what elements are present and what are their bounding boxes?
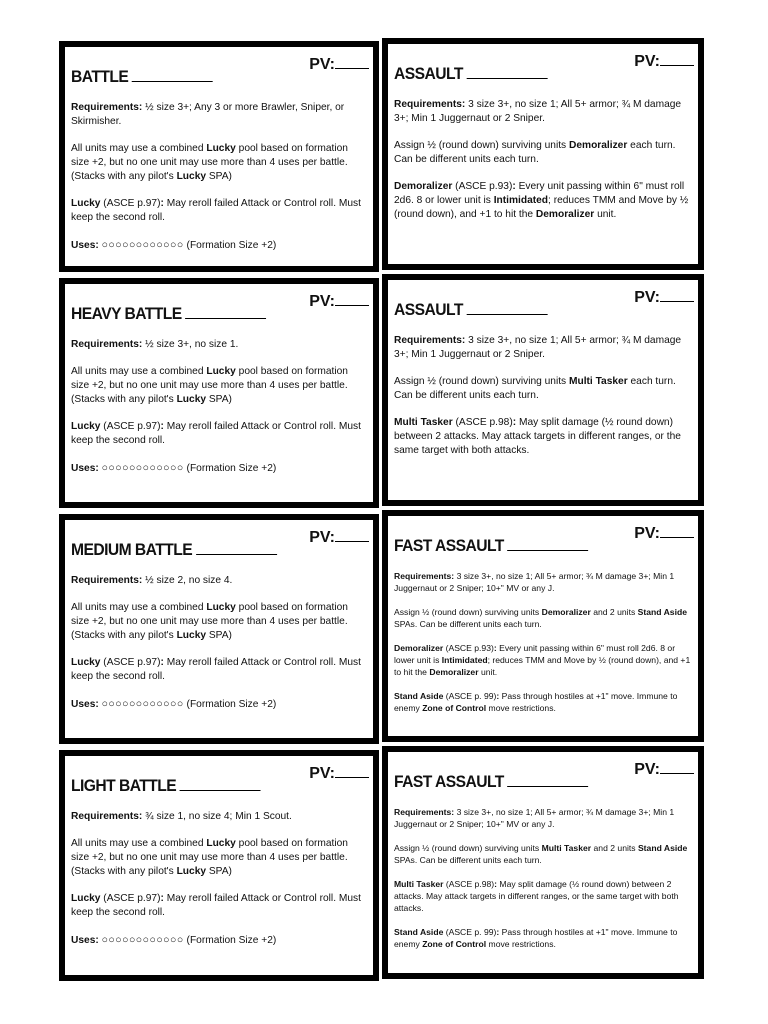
pv-field[interactable]: PV: bbox=[634, 760, 694, 779]
assign-text: Assign ½ (round down) surviving units Demoralizer each turn. Can be different units each turn. bbox=[394, 140, 676, 165]
stand-aside-rule-text: Stand Aside (ASCE p. 99): Pass through hostiles at +1" move. Immune to enemy Zone of Control move restrictions. bbox=[394, 927, 678, 949]
requirements-text: Requirements: 3 size 3+, no size 1; All 5+ armor; ¾ M damage 3+; Min 1 Juggernaut or 2 Sniper; 10+" MV or any J. bbox=[394, 571, 675, 593]
uses-tracker[interactable]: Uses: ○○○○○○○○○○○○ (Formation Size +2) bbox=[71, 462, 277, 474]
card-body bbox=[394, 806, 692, 962]
card-body bbox=[394, 98, 692, 235]
pv-field[interactable]: PV: bbox=[634, 524, 694, 543]
card-title: FAST ASSAULT bbox=[394, 772, 588, 792]
card-title: FAST ASSAULT bbox=[394, 536, 588, 556]
assign-text: Assign ½ (round down) surviving units Multi Tasker each turn. Can be different units each turn. bbox=[394, 376, 676, 401]
card-body bbox=[71, 101, 367, 266]
stand-aside-rule-text: Stand Aside (ASCE p. 99): Pass through hostiles at +1" move. Immune to enemy Zone of Control move restrictions. bbox=[394, 691, 678, 713]
lucky-rule-text: Lucky (ASCE p.97): May reroll failed Attack or Control roll. Must keep the second roll. bbox=[71, 657, 361, 682]
pv-field[interactable]: PV: bbox=[309, 55, 369, 74]
lucky-rule-text: Lucky (ASCE p.97): May reroll failed Attack or Control roll. Must keep the second roll. bbox=[71, 893, 361, 918]
uses-circles: ○○○○○○○○○○○○ bbox=[101, 462, 184, 474]
multi-tasker-rule-text: Multi Tasker (ASCE p.98): May split damage (½ round down) between 2 attacks. May attack targets in different ranges, or the same target with both attacks. bbox=[394, 417, 681, 456]
lucky-pool-text: All units may use a combined Lucky pool based on formation size +2, but no one unit may use more than 4 uses per battle. (Stacks with any pilot's Lucky SPA) bbox=[71, 838, 348, 877]
pv-field[interactable]: PV: bbox=[634, 288, 694, 307]
assault-demoralizer-card bbox=[382, 38, 704, 270]
lucky-rule-text: Lucky (ASCE p.97): May reroll failed Attack or Control roll. Must keep the second roll. bbox=[71, 198, 361, 223]
card-body bbox=[394, 334, 692, 471]
multi-tasker-rule-text: Multi Tasker (ASCE p.98): May split damage (½ round down) between 2 attacks. May attack targets in different ranges, or the same target with both attacks. bbox=[394, 879, 679, 913]
uses-circles: ○○○○○○○○○○○○ bbox=[101, 239, 184, 251]
uses-tracker[interactable]: Uses: ○○○○○○○○○○○○ (Formation Size +2) bbox=[71, 239, 277, 251]
card-body bbox=[394, 570, 692, 726]
requirements-text: Requirements: ½ size 3+, no size 1. bbox=[71, 339, 239, 350]
pv-field[interactable]: PV: bbox=[634, 52, 694, 71]
assign-text: Assign ½ (round down) surviving units Multi Tasker and 2 units Stand Aside SPAs. Can be different units each turn. bbox=[394, 843, 688, 865]
pv-field[interactable]: PV: bbox=[309, 292, 369, 311]
demoralizer-rule-text: Demoralizer (ASCE p.93): Every unit passing within 6" must roll 2d6. 8 or lower unit is Intimidated; reduces TMM and Move by ½ (round down), and +1 to hit the Demoralizer unit. bbox=[394, 643, 691, 677]
card-title: ASSAULT bbox=[394, 300, 547, 320]
card-body bbox=[71, 338, 367, 489]
assign-text: Assign ½ (round down) surviving units Demoralizer and 2 units Stand Aside SPAs. Can be different units each turn. bbox=[394, 607, 687, 629]
card-title: BATTLE bbox=[71, 67, 213, 87]
fast-assault-demoralizer-card bbox=[382, 510, 704, 742]
fast-assault-multi-tasker-card bbox=[382, 746, 704, 979]
card-body bbox=[71, 574, 367, 725]
lucky-pool-text: All units may use a combined Lucky pool based on formation size +2, but no one unit may use more than 4 uses per battle. (Stacks with any pilot's Lucky SPA) bbox=[71, 366, 348, 405]
card-title: MEDIUM BATTLE bbox=[71, 540, 277, 560]
requirements-text: Requirements: 3 size 3+, no size 1; All 5+ armor; ¾ M damage 3+; Min 1 Juggernaut or 2 Sniper. bbox=[394, 335, 682, 360]
uses-circles: ○○○○○○○○○○○○ bbox=[101, 698, 184, 710]
battle-card bbox=[59, 41, 379, 272]
uses-tracker[interactable]: Uses: ○○○○○○○○○○○○ (Formation Size +2) bbox=[71, 934, 277, 946]
card-title: ASSAULT bbox=[394, 64, 547, 84]
uses-tracker[interactable]: Uses: ○○○○○○○○○○○○ (Formation Size +2) bbox=[71, 698, 277, 710]
requirements-text: Requirements: ½ size 2, no size 4. bbox=[71, 575, 233, 586]
requirements-text: Requirements: 3 size 3+, no size 1; All 5+ armor; ¾ M damage 3+; Min 1 Juggernaut or 2 Sniper. bbox=[394, 99, 682, 124]
requirements-text: Requirements: ½ size 3+; Any 3 or more Brawler, Sniper, or Skirmisher. bbox=[71, 102, 345, 127]
card-title: HEAVY BATTLE bbox=[71, 304, 266, 324]
card-title: LIGHT BATTLE bbox=[71, 776, 261, 796]
lucky-rule-text: Lucky (ASCE p.97): May reroll failed Attack or Control roll. Must keep the second roll. bbox=[71, 421, 361, 446]
pv-field[interactable]: PV: bbox=[309, 764, 369, 783]
heavy-battle-card bbox=[59, 278, 379, 508]
light-battle-card bbox=[59, 750, 379, 981]
lucky-pool-text: All units may use a combined Lucky pool based on formation size +2, but no one unit may use more than 4 uses per battle. (Stacks with any pilot's Lucky SPA) bbox=[71, 143, 348, 182]
pv-field[interactable]: PV: bbox=[309, 528, 369, 547]
lucky-pool-text: All units may use a combined Lucky pool based on formation size +2, but no one unit may use more than 4 uses per battle. (Stacks with any pilot's Lucky SPA) bbox=[71, 602, 348, 641]
requirements-text: Requirements: ¾ size 1, no size 4; Min 1 Scout. bbox=[71, 811, 292, 822]
demoralizer-rule-text: Demoralizer (ASCE p.93): Every unit passing within 6" must roll 2d6. 8 or lower unit is Intimidated; reduces TMM and Move by ½ (round down), and +1 to hit the Demoralizer unit. bbox=[394, 181, 689, 220]
medium-battle-card bbox=[59, 514, 379, 744]
assault-multi-tasker-card bbox=[382, 274, 704, 506]
card-body bbox=[71, 810, 367, 961]
requirements-text: Requirements: 3 size 3+, no size 1; All 5+ armor; ¾ M damage 3+; Min 1 Juggernaut or 2 Sniper; 10+" MV or any J. bbox=[394, 807, 675, 829]
uses-circles: ○○○○○○○○○○○○ bbox=[101, 934, 184, 946]
